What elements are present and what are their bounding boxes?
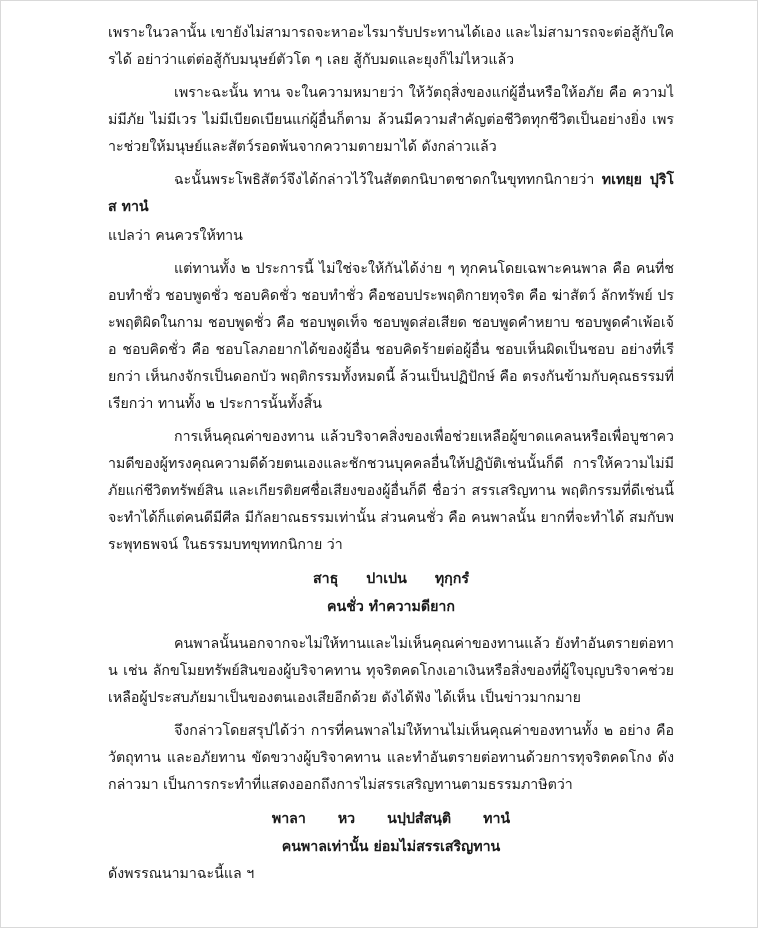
paragraph-3-text: ฉะนั้นพระโพธิสัตว์จึงได้กล่าวไว้ในสัตตกนิบาตชาดกในขุททกนิกายว่า bbox=[174, 172, 602, 188]
verse-1-pali bbox=[108, 565, 674, 593]
verse-2-pali bbox=[108, 805, 674, 833]
paragraph-7: จึงกล่าวโดยสรุปได้ว่า การที่คนพาลไม่ให้ทานไม่เห็นคุณค่าของทานทั้ง ๒ อย่าง คือวัตถุทาน และอภัยทาน ขัดขวางผู้บริจาคทาน และทำอันตรายต่อทานด้วยการทุจริตคดโกง ดังกล่าวมา เป็นการกระทำที่แสดงออกถึงการไม่สรรเสริญทานตามธรรมภาษิตว่า bbox=[108, 723, 674, 793]
paragraph-3-tail: แปลว่า คนควรให้ทาน bbox=[108, 228, 243, 244]
verse-1-word-3: ทุกฺกรํ bbox=[434, 571, 469, 587]
document-body bbox=[108, 20, 674, 894]
closing-line: ดังพรรณนามาฉะนี้แล ฯ bbox=[108, 866, 255, 882]
verse-2-word-4: ทานํ bbox=[483, 811, 511, 827]
verse-2-word-2: หว bbox=[337, 811, 356, 827]
paragraph-1: เพราะในวลานั้น เขายังไม่สามารถจะหาอะไรมารับประทานได้เอง และไม่สามารถจะต่อสู้กับใครได้ อย่าว่าแต่ต่อสู้กับมนุษย์ตัวโต ๆ เลย สู้กับมดและยุงก็ไม่ไหวแล้ว bbox=[108, 25, 674, 68]
verse-1-word-1: สาธุ bbox=[313, 571, 339, 587]
paragraph-5: การเห็นคุณค่าของทาน แล้วบริจาคสิ่งของเพื่อช่วยเหลือผู้ขาดแคลนหรือเพื่อบูชาความดีของผู้ทรงคุณความดีด้วยตนเองและชักชวนบุคคลอื่นให้ปฏิบัติเช่นนั้นก็ดี การให้ความไม่มีภัยแก่ชีวิตทรัพย์สิน และเกียรติยศชื่อเสียงของผู้อื่นก็ดี ชื่อว่า สรรเสริญทาน พฤติกรรมที่ดีเช่นนี้ จะทำได้ก็แต่คนดีมีศีล มีกัลยาณธรรมเท่านั้น ส่วนคนชั่ว คือ คนพาลนั้น ยากที่จะทำได้ สมกับพระพุทธพจน์ ในธรรมบทขุททกนิกาย ว่า bbox=[108, 429, 674, 553]
verse-1-translation: คนชั่ว ทำความดียาก bbox=[327, 599, 455, 615]
paragraph-3 bbox=[108, 167, 674, 221]
paragraph-2: เพราะฉะนั้น ทาน จะในความหมายว่า ให้วัตถุสิ่งของแก่ผู้อื่นหรือให้อภัย คือ ความไม่มีภัย ไม่มีเวร ไม่มีเบียดเบียนแก่ผู้อื่นก็ตาม ล้วนมีความสำคัญต่อชีวิตทุกชีวิตเป็นอย่างยิ่ง เพราะช่วยให้มนุษย์และสัตว์รอดพ้นจากความตายมาได้ ดังกล่าวแล้ว bbox=[108, 85, 674, 155]
paragraph-6: คนพาลนั้นนอกจากจะไม่ให้ทานและไม่เห็นคุณค่าของทานแล้ว ยังทำอันตรายต่อทาน เช่น ลักขโมยทรัพย์สินของผู้บริจาคทาน ทุจริตคดโกงเอาเงินหรือสิ่งของที่ผู้ใจบุญบริจาคช่วยเหลือผู้ประสบภัยมาเป็นของตนเองเสียอีกด้วย ดังได้ฟัง ได้เห็น เป็นข่าวมากมาย bbox=[108, 636, 674, 706]
verse-2-translation: คนพาลเท่านั้น ย่อมไม่สรรเสริญทาน bbox=[281, 839, 501, 855]
verse-1-word-2: ปาเปน bbox=[366, 571, 407, 587]
verse-2-word-1: พาลา bbox=[271, 811, 306, 827]
paragraph-4: แต่ทานทั้ง ๒ ประการนี้ ไม่ใช่จะให้กันได้ง่าย ๆ ทุกคนโดยเฉพาะคนพาล คือ คนที่ชอบทำชั่ว ชอบพูดชั่ว ชอบคิดชั่ว ชอบทำชั่ว คือชอบประพฤติกายทุจริต คือ ฆ่าสัตว์ ลักทรัพย์ ประพฤติผิดในกาม ชอบพูดชั่ว คือ ชอบพูดเท็จ ชอบพูดส่อเสียด ชอบพูดคำหยาบ ชอบพูดคำเพ้อเจ้อ ชอบคิดชั่ว คือ ชอบโลภอยากได้ของผู้อื่น ชอบคิดร้ายต่อผู้อื่น ชอบเห็นผิดเป็นชอบ อย่างที่เรียกว่า เห็นกงจักรเป็นดอกบัว พฤติกรรมทั้งหมดนี้ ล้วนเป็นปฏิปักษ์ คือ ตรงกันข้ามกับคุณธรรมที่เรียกว่า ทานทั้ง ๒ ประการนั้นทั้งสิ้น bbox=[108, 261, 674, 412]
verse-2-word-3: นปฺปสํสนฺติ bbox=[387, 811, 452, 827]
pali-quote: ทเทยฺย ปุริโส ทานํ bbox=[108, 172, 674, 215]
